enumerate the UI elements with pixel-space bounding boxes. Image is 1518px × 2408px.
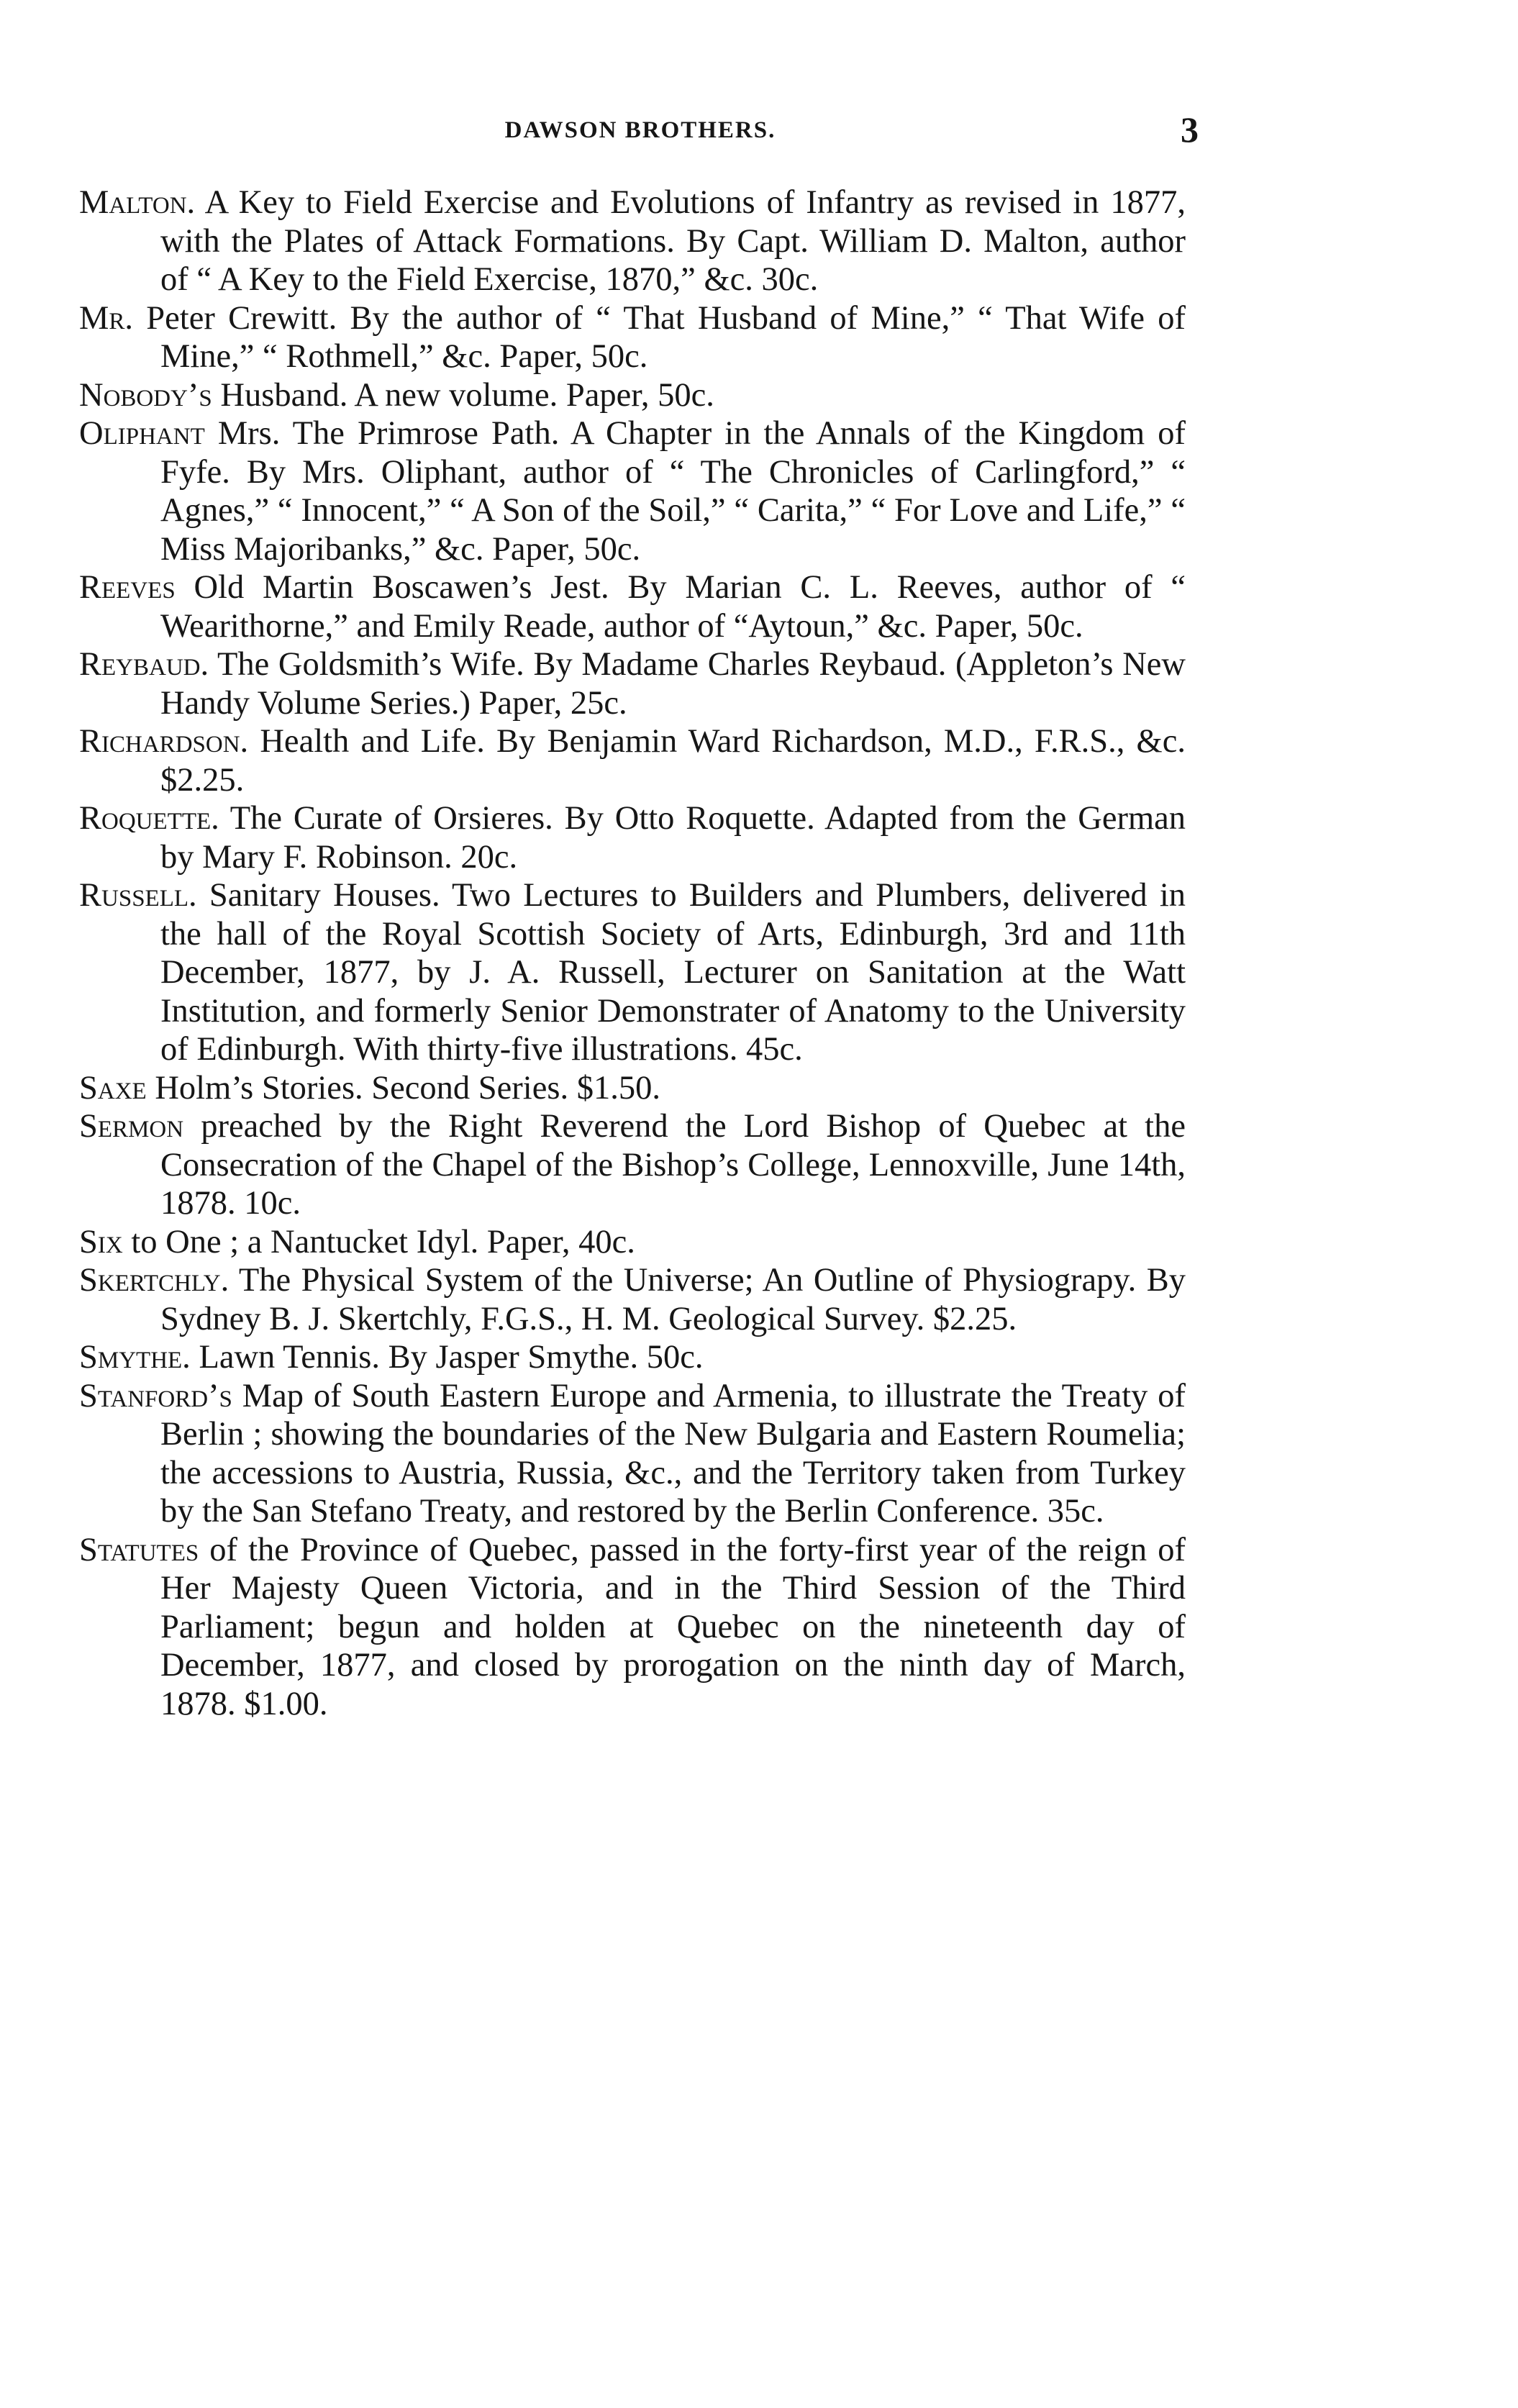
entry-author: Six: [79, 1223, 123, 1260]
catalogue-entry-nobodys-husband: [79, 376, 1186, 415]
entry-author: Reybaud.: [79, 646, 209, 683]
entry-text: Lawn Tennis. By Jasper Smythe. 50c.: [190, 1339, 704, 1376]
entry-text: Husband. A new volume. Paper, 50c.: [212, 376, 714, 414]
catalogue-entry-stanford: [79, 1377, 1186, 1531]
entry-author: Mr.: [79, 299, 133, 337]
entry-author: Nobody’s: [79, 376, 212, 414]
catalogue-entry-oliphant: [79, 414, 1186, 568]
catalogue-entry-roquette: [79, 799, 1186, 876]
catalogue-entry-saxe-holm: [79, 1069, 1186, 1108]
entry-author: Statutes: [79, 1531, 199, 1568]
entry-text: of the Province of Quebec, passed in the forty-first year of the reign of Her Majesty Queen Victoria, and in the Third Session of the Third Parliament; begun and holden at Quebec on the nineteenth day of December, 1877, and closed by prorogation on the ninth day of March, 1878. $1.00.: [160, 1531, 1186, 1722]
entry-author: Malton.: [79, 184, 196, 221]
entry-text: A Key to Field Exercise and Evolutions of Infantry as revised in 1877, with the Plates of Attack Formations. By Capt. William D. Malton, author of “ A Key to the Field Exercise, 1870,” &c. 30c.: [160, 184, 1186, 298]
entry-author: Russell.: [79, 877, 197, 914]
catalogue-entry-sermon: [79, 1107, 1186, 1223]
entry-text: Sanitary Houses. Two Lectures to Builders and Plumbers, delivered in the hall of the Royal Scottish Society of Arts, Edinburgh, 3rd and 11th December, 1877, by J. A. Russell, Lecturer on Sanitation at the Watt Institution, and formerly Senior Demonstrater of Anatomy to the University of Edinburgh. With thirty-five illustrations. 45c.: [160, 877, 1186, 1068]
entry-text: Holm’s Stories. Second Series. $1.50.: [146, 1069, 660, 1107]
entry-text: The Physical System of the Universe; An Outline of Physiograpy. By Sydney B. J. Skertchly, F.G.S., H. M. Geological Survey. $2.25.: [160, 1262, 1186, 1337]
entry-author: Reeves: [79, 569, 176, 606]
entry-text: to One ; a Nantucket Idyl. Paper, 40c.: [122, 1223, 635, 1260]
entry-text: Peter Crewitt. By the author of “ That Husband of Mine,” “ That Wife of Mine,” “ Rothmell,” &c. Paper, 50c.: [132, 299, 1186, 375]
entry-author: Oliphant: [79, 415, 205, 452]
entry-text: preached by the Right Reverend the Lord Bishop of Quebec at the Consecration of the Chapel of the Bishop’s College, Lennoxville, June 14th, 1878. 10c.: [160, 1108, 1186, 1222]
running-title: DAWSON BROTHERS.: [504, 117, 776, 143]
catalogue-entry-richardson: [79, 722, 1186, 799]
entry-text: The Curate of Orsieres. By Otto Roquette. Adapted from the German by Mary F. Robinson. 20c.: [160, 800, 1186, 876]
entry-author: Stanford’s: [79, 1377, 232, 1414]
entry-text: Old Martin Boscawen’s Jest. By Marian C. L. Reeves, author of “ Wearithorne,” and Emily Reade, author of “Aytoun,” &c. Paper, 50c.: [160, 569, 1186, 645]
catalogue-entry-smythe: [79, 1338, 1186, 1377]
catalogue-entry-reybaud: [79, 645, 1186, 722]
catalogue-entry-russell: [79, 876, 1186, 1069]
catalogue-entry-six-to-one: [79, 1223, 1186, 1262]
entry-text: The Goldsmith’s Wife. By Madame Charles Reybaud. (Appleton’s New Handy Volume Series.) Paper, 25c.: [160, 646, 1186, 722]
catalogue-entry-statutes: [79, 1531, 1186, 1724]
catalogue-entries: [79, 183, 1186, 1723]
entry-author: Richardson.: [79, 723, 249, 760]
catalogue-entry-skertchly: [79, 1261, 1186, 1338]
entry-text: Mrs. The Primrose Path. A Chapter in the Annals of the Kingdom of Fyfe. By Mrs. Oliphant, author of “ The Chronicles of Carlingford,” “ Agnes,” “ Innocent,” “ A Son of the Soil,” “ Carita,” “ For Love and Life,” “ Miss Majoribanks,” &c. Paper, 50c.: [160, 415, 1186, 568]
entry-author: Sermon: [79, 1108, 184, 1145]
catalogue-entry-mr-peter-crewitt: [79, 299, 1186, 376]
page-number: 3: [1181, 109, 1199, 150]
catalogue-entry-malton: [79, 183, 1186, 299]
entry-author: Roquette.: [79, 800, 219, 837]
entry-author: Saxe: [79, 1069, 147, 1107]
running-head: [79, 109, 1201, 155]
entry-author: Skertchly.: [79, 1262, 229, 1299]
catalogue-entry-reeves: [79, 568, 1186, 645]
entry-author: Smythe.: [79, 1339, 191, 1376]
entry-text: Health and Life. By Benjamin Ward Richardson, M.D., F.R.S., &c. $2.25.: [160, 723, 1186, 799]
entry-text: Map of South Eastern Europe and Armenia, to illustrate the Treaty of Berlin ; showing the boundaries of the New Bulgaria and Eastern Roumelia; the accessions to Austria, Russia, &c., and the Territory taken from Turkey by the San Stefano Treaty, and restored by the Berlin Conference. 35c.: [160, 1377, 1186, 1530]
